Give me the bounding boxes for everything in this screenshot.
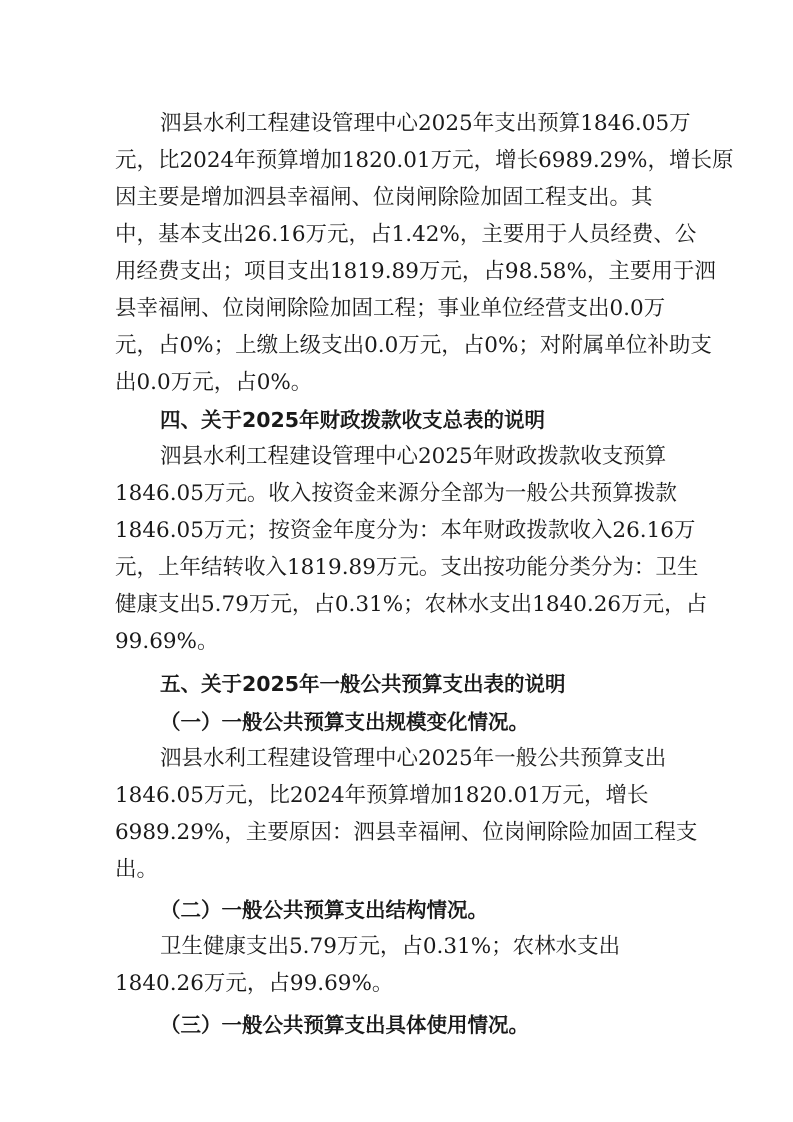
subsection-heading: （二）一般公共预算支出结构情况。 [160, 898, 488, 922]
paragraph-line: 泗县水利工程建设管理中心2025年财政拨款收支预算 [160, 444, 667, 469]
paragraph-line: 1846.05万元；按资金年度分为：本年财政拨款收入26.16万 [115, 518, 696, 543]
section-heading: 四、关于2025年财政拨款收支总表的说明 [160, 408, 546, 432]
paragraph-line: 卫生健康支出5.79万元，占0.31%；农林水支出 [160, 934, 621, 959]
paragraph-line: 中，基本支出26.16万元，占1.42%，主要用于人员经费、公 [115, 222, 697, 247]
paragraph-line: 县幸福闸、位岗闸除险加固工程；事业单位经营支出0.0万 [115, 296, 666, 321]
paragraph-line: 出0.0万元，占0%。 [115, 370, 313, 395]
paragraph-line: 1846.05万元，比2024年预算增加1820.01万元，增长 [115, 783, 649, 808]
paragraph-line: 元，上年结转收入1819.89万元。支出按功能分类分为：卫生 [115, 555, 699, 580]
paragraph-line: 出。 [115, 857, 159, 882]
section-heading: 五、关于2025年一般公共预算支出表的说明 [160, 672, 566, 696]
paragraph-line: 元，占0%；上缴上级支出0.0万元，占0%；对附属单位补助支 [115, 333, 712, 358]
paragraph-line: 用经费支出；项目支出1819.89万元，占98.58%，主要用于泗 [115, 259, 716, 284]
paragraph-line: 99.69%。 [115, 629, 219, 654]
paragraph-line: 1840.26万元，占99.69%。 [115, 971, 394, 996]
subsection-heading: （一）一般公共预算支出规模变化情况。 [160, 710, 529, 734]
paragraph-line: 元，比2024年预算增加1820.01万元，增长6989.29%，增长原 [115, 148, 734, 173]
paragraph-line: 健康支出5.79万元，占0.31%；农林水支出1840.26万元，占 [115, 592, 708, 617]
paragraph-line: 泗县水利工程建设管理中心2025年支出预算1846.05万 [160, 111, 691, 136]
subsection-heading: （三）一般公共预算支出具体使用情况。 [160, 1013, 529, 1037]
paragraph-line: 泗县水利工程建设管理中心2025年一般公共预算支出 [160, 746, 667, 771]
paragraph-line: 因主要是增加泗县幸福闸、位岗闸除险加固工程支出。其 [115, 185, 653, 210]
paragraph-line: 1846.05万元。收入按资金来源分全部为一般公共预算拨款 [115, 481, 677, 506]
paragraph-line: 6989.29%，主要原因：泗县幸福闸、位岗闸除险加固工程支 [115, 820, 698, 845]
